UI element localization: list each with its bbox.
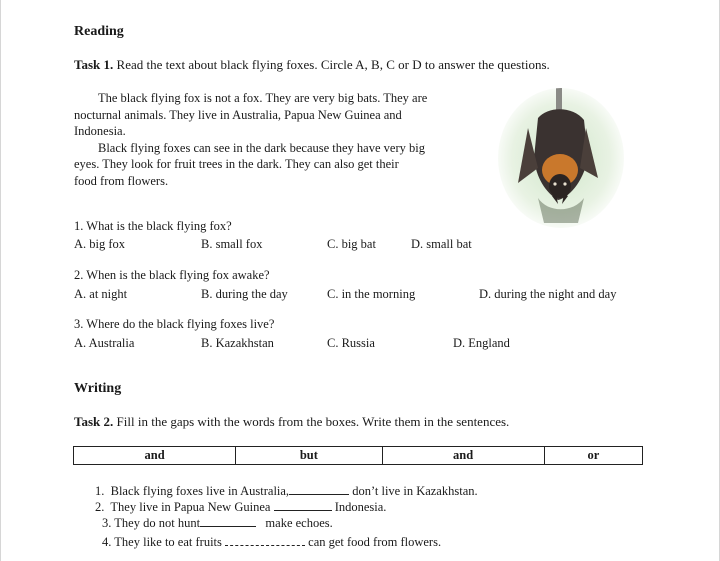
question-1: 1. What is the black flying fox? xyxy=(74,219,232,233)
sentence-start: They like to eat fruits xyxy=(114,535,222,549)
flying-fox-illustration xyxy=(498,88,624,228)
sentence-start: They live in Papua New Guinea xyxy=(110,500,271,514)
sentence-number: 3. xyxy=(102,516,112,530)
question-3: 3. Where do the black flying foxes live? xyxy=(74,317,275,331)
question-2: 2. When is the black flying fox awake? xyxy=(74,268,270,282)
sentence-4 xyxy=(102,534,441,550)
text-line: Indonesia. xyxy=(74,124,126,138)
text-line: eyes. They look for fruit trees in the dark. They can also get their xyxy=(74,157,399,171)
word-cell: but xyxy=(236,447,382,465)
option-b[interactable]: B. during the day xyxy=(201,287,288,301)
writing-heading: Writing xyxy=(74,381,122,396)
reading-text xyxy=(74,90,478,189)
reading-heading: Reading xyxy=(74,24,124,39)
task1-label: Task 1. xyxy=(74,57,114,72)
sentence-end: can get food from flowers. xyxy=(308,535,442,549)
option-a[interactable]: A. big fox xyxy=(74,237,126,251)
sentence-end: don’t live in Kazakhstan. xyxy=(352,484,478,498)
sentence-end: Indonesia. xyxy=(334,500,387,514)
text-line: food from flowers. xyxy=(74,173,169,188)
word-cell: and xyxy=(382,447,544,465)
word-cell: or xyxy=(544,447,642,465)
sentence-start: They do not hunt xyxy=(114,516,201,530)
gap-blank[interactable] xyxy=(225,534,305,546)
option-a[interactable]: A. at night xyxy=(74,287,128,301)
option-d[interactable]: D. England xyxy=(453,336,510,350)
sentence-1 xyxy=(95,483,478,499)
sentence-number: 2. xyxy=(95,500,105,514)
option-b[interactable]: B. small fox xyxy=(201,237,263,251)
option-b[interactable]: B. Kazakhstan xyxy=(201,336,274,350)
task2-instruction: Fill in the gaps with the words from the boxes. Write them in the sentences. xyxy=(116,414,510,429)
option-a[interactable]: A. Australia xyxy=(74,336,135,350)
option-c[interactable]: C. Russia xyxy=(327,336,375,350)
option-d[interactable]: D. during the night and day xyxy=(479,287,617,301)
sentence-start: Black flying foxes live in Australia, xyxy=(110,484,290,498)
option-d[interactable]: D. small bat xyxy=(411,237,472,251)
gap-blank[interactable] xyxy=(274,499,332,511)
bat-photo xyxy=(498,88,624,228)
task1-instruction: Read the text about black flying foxes. Circle A, B, C or D to answer the questions. xyxy=(116,57,550,72)
sentence-2 xyxy=(95,499,386,515)
sentence-number: 1. xyxy=(95,484,105,498)
gap-blank[interactable] xyxy=(200,515,256,527)
task2-line xyxy=(74,414,509,430)
text-line: The black flying fox is not a fox. They are very big bats. They are xyxy=(98,91,428,105)
sentence-number: 4. xyxy=(102,535,112,549)
gap-blank[interactable] xyxy=(289,483,349,495)
sentence-end: make echoes. xyxy=(265,516,333,530)
task1-line xyxy=(74,57,550,73)
option-c[interactable]: C. in the morning xyxy=(327,287,416,301)
text-line: Black flying foxes can see in the dark because they have very big xyxy=(98,140,425,155)
text-line: nocturnal animals. They live in Australia, Papua New Guinea and xyxy=(74,107,402,122)
word-cell: and xyxy=(74,447,236,465)
task2-label: Task 2. xyxy=(74,414,114,429)
option-c[interactable]: C. big bat xyxy=(327,237,376,251)
sentence-3 xyxy=(102,515,333,531)
word-box xyxy=(73,446,643,465)
